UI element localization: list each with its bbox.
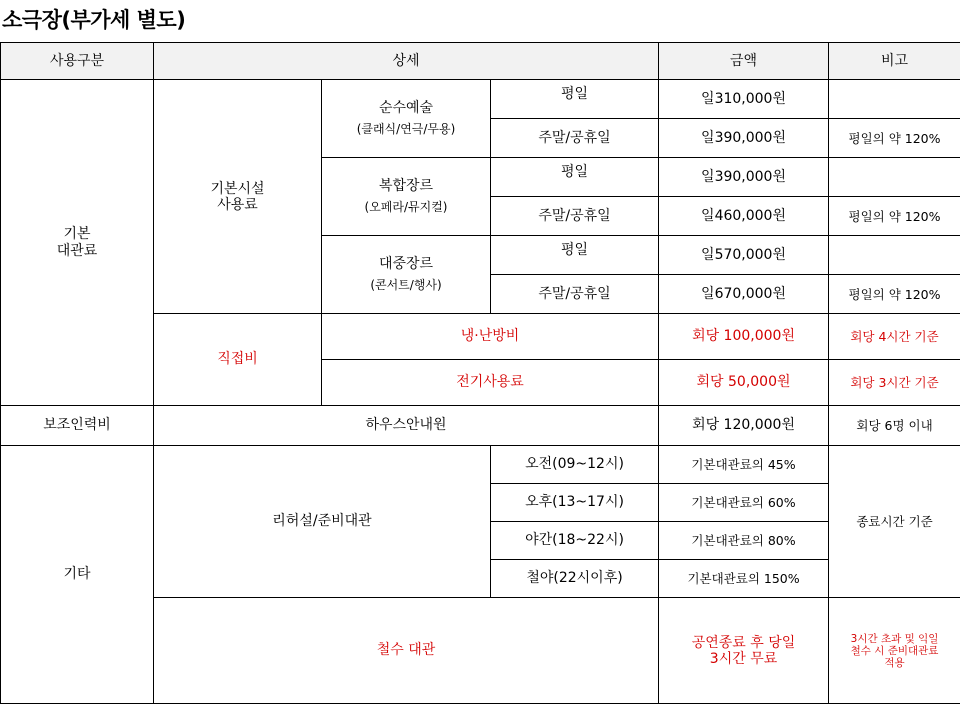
price: 회당 120,000원 [659, 406, 829, 446]
day-type: 평일 [491, 236, 659, 275]
price: 기본대관료의 45% [659, 446, 829, 484]
price: 일460,000원 [659, 197, 829, 236]
price: 일670,000원 [659, 275, 829, 314]
header-amount: 금액 [659, 43, 829, 80]
note: 평일의 약 120% [829, 197, 960, 236]
genre-name: 순수예술 [378, 99, 434, 116]
direct-item: 냉·난방비 [322, 314, 659, 360]
category-assist: 보조인력비 [1, 406, 154, 446]
table-row [1, 80, 960, 119]
note: 평일의 약 120% [829, 275, 960, 314]
note [829, 80, 960, 119]
category-etc: 기타 [1, 446, 154, 704]
genre-sub: (오페라/뮤지컬) [364, 199, 448, 214]
table-row [1, 406, 960, 446]
day-type: 주말/공휴일 [491, 119, 659, 158]
time-slot: 야간(18~22시) [491, 522, 659, 560]
note: 평일의 약 120% [829, 119, 960, 158]
page-title: 소극장(부가세 별도) [2, 8, 186, 32]
genre-sub: (콘서트/행사) [370, 277, 442, 292]
note: 3시간 초과 및 익일 철수 시 준비대관료 적용 [829, 598, 960, 704]
note: 종료시간 기준 [829, 446, 960, 598]
price: 공연종료 후 당일 3시간 무료 [659, 598, 829, 704]
price: 회당 50,000원 [659, 360, 829, 406]
time-slot: 철야(22시이후) [491, 560, 659, 598]
price: 일390,000원 [659, 158, 829, 197]
header-note: 비고 [829, 43, 960, 80]
direct-cost-label: 직접비 [154, 314, 322, 406]
facility-label: 기본시설 사용료 [154, 80, 322, 314]
note: 회당 6명 이내 [829, 406, 960, 446]
header-row [1, 43, 960, 80]
price: 기본대관료의 80% [659, 522, 829, 560]
genre-name: 복합장르 [378, 177, 434, 194]
price: 기본대관료의 60% [659, 484, 829, 522]
day-type: 평일 [491, 80, 659, 119]
price: 일570,000원 [659, 236, 829, 275]
genre-name: 대중장르 [378, 255, 434, 272]
genre-cell [322, 236, 491, 314]
note [829, 158, 960, 197]
price: 일310,000원 [659, 80, 829, 119]
note: 회당 3시간 기준 [829, 360, 960, 406]
time-slot: 오전(09~12시) [491, 446, 659, 484]
header-usage: 사용구분 [1, 43, 154, 80]
table-row [1, 446, 960, 484]
day-type: 평일 [491, 158, 659, 197]
genre-cell [322, 158, 491, 236]
time-slot: 오후(13~17시) [491, 484, 659, 522]
category-basic: 기본 대관료 [1, 80, 154, 406]
day-type: 주말/공휴일 [491, 197, 659, 236]
note [829, 236, 960, 275]
rental-fee-table [0, 42, 960, 704]
price: 기본대관료의 150% [659, 560, 829, 598]
teardown-label: 철수 대관 [154, 598, 659, 704]
genre-sub: (클래식/연극/무용) [356, 121, 456, 136]
price: 일390,000원 [659, 119, 829, 158]
note: 회당 4시간 기준 [829, 314, 960, 360]
day-type: 주말/공휴일 [491, 275, 659, 314]
price: 회당 100,000원 [659, 314, 829, 360]
direct-item: 전기사용료 [322, 360, 659, 406]
assist-detail: 하우스안내원 [154, 406, 659, 446]
header-detail: 상세 [154, 43, 659, 80]
genre-cell [322, 80, 491, 158]
rehearsal-label: 리허설/준비대관 [154, 446, 491, 598]
